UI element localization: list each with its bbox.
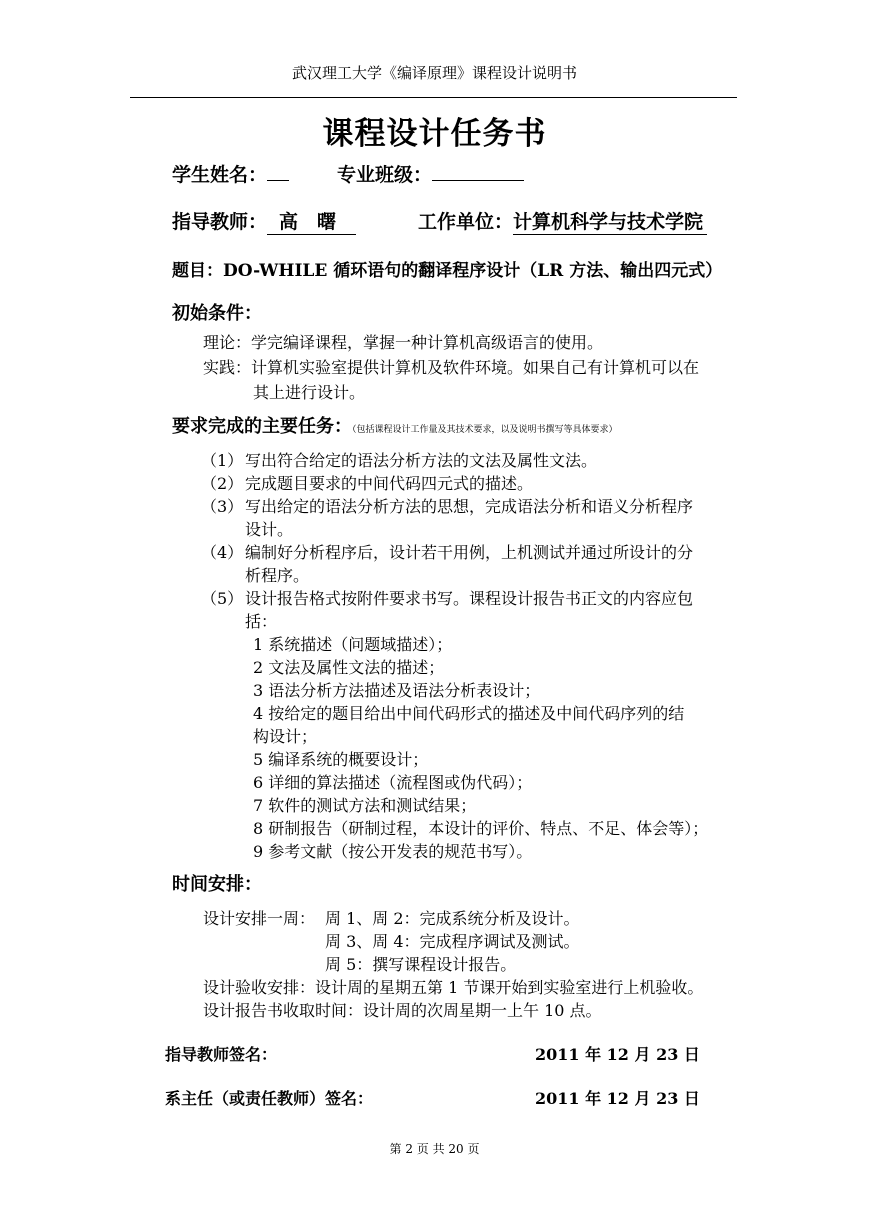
student-name-blank [267, 162, 289, 181]
advisor-signature-date: 2011 年 12 月 23 日 [535, 1045, 700, 1064]
initial-heading: 初始条件： [172, 303, 262, 324]
advisor-name: 高 曙 [267, 207, 356, 235]
class-blank [432, 162, 524, 181]
initial-line-practice-cont: 其上进行设计。 [253, 383, 366, 402]
sub-item-7: 7 软件的测试方法和测试结果； [253, 796, 477, 815]
page-footer: 第 2 页 共 20 页 [389, 1142, 480, 1156]
schedule-acceptance: 设计验收安排：设计周的星期五第 1 节课开始到实验室进行上机验收。 [203, 978, 704, 997]
advisor-signature-label: 指导教师签名： [165, 1045, 278, 1064]
sub-item-3: 3 语法分析方法描述及语法分析表设计； [253, 681, 541, 700]
schedule-week-line-1: 周 1、周 2：完成系统分析及设计。 [325, 909, 580, 928]
task-4-line-1: 编制好分析程序后，设计若干用例，上机测试并通过所设计的分 [245, 543, 694, 562]
task-3-line-1: 写出给定的语法分析方法的思想，完成语法分析和语义分析程序 [245, 497, 694, 516]
page-title: 课程设计任务书 [322, 116, 547, 152]
schedule-week-line-3: 周 5：撰写课程设计报告。 [325, 955, 517, 974]
initial-line-practice: 实践：计算机实验室提供计算机及软件环境。如果自己有计算机可以在 [203, 358, 700, 377]
running-header: 武汉理工大学《编译原理》课程设计说明书 [291, 64, 577, 82]
sub-item-6: 6 详细的算法描述（流程图或伪代码）； [253, 773, 533, 792]
sub-item-4: 4 按给定的题目给出中间代码形式的描述及中间代码序列的结 [253, 704, 685, 723]
schedule-week-line-2: 周 3、周 4：完成程序调试及测试。 [325, 932, 580, 951]
sub-item-1: 1 系统描述（问题域描述）； [253, 635, 453, 654]
task-4-num: （4） [201, 543, 244, 562]
sub-item-2: 2 文法及属性文法的描述； [253, 658, 445, 677]
sub-item-5: 5 编译系统的概要设计； [253, 750, 429, 769]
advisor-row [172, 207, 356, 235]
director-signature-label: 系主任（或责任教师）签名： [165, 1089, 374, 1108]
student-name-label: 学生姓名： [172, 164, 268, 186]
task-5-line-1: 设计报告格式按附件要求书写。课程设计报告书正文的内容应包 [245, 589, 694, 608]
advisor-label: 指导教师： [172, 211, 268, 233]
unit-name: 计算机科学与技术学院 [513, 207, 707, 235]
sub-item-8: 8 研制报告（研制过程，本设计的评价、特点、不足、体会等）； [253, 819, 709, 838]
task-5-line-2: 括： [245, 612, 278, 631]
task-2-line-1: 完成题目要求的中间代码四元式的描述。 [245, 474, 534, 493]
class-row [337, 160, 524, 187]
header-rule [130, 97, 737, 98]
task-1-num: （1） [201, 451, 244, 470]
initial-line-theory: 理论：学完编译课程，掌握一种计算机高级语言的使用。 [203, 333, 604, 352]
class-label: 专业班级： [337, 164, 433, 186]
tasks-heading: 要求完成的主要任务： [172, 416, 352, 437]
topic-text: DO-WHILE 循环语句的翻译程序设计（LR 方法、输出四元式） [223, 261, 723, 281]
topic-row [172, 256, 722, 281]
unit-label: 工作单位： [418, 211, 514, 233]
task-3-num: （3） [201, 497, 244, 516]
tasks-heading-row [172, 412, 618, 438]
sub-item-4-cont: 构设计； [253, 727, 318, 746]
director-signature-date: 2011 年 12 月 23 日 [535, 1089, 700, 1108]
schedule-week-label: 设计安排一周： [203, 909, 316, 928]
tasks-note: （包括课程设计工作量及其技术要求，以及说明书撰写等具体要求） [352, 425, 618, 435]
task-3-line-2: 设计。 [245, 520, 294, 539]
task-4-line-2: 析程序。 [245, 566, 310, 585]
task-1-line-1: 写出符合给定的语法分析方法的文法及属性文法。 [245, 451, 598, 470]
unit-row [418, 207, 707, 235]
task-5-num: （5） [201, 589, 244, 608]
student-name-row [172, 160, 289, 187]
schedule-collection: 设计报告书收取时间：设计周的次周星期一上午 10 点。 [203, 1001, 602, 1020]
schedule-heading: 时间安排： [172, 874, 262, 895]
topic-label: 题目： [172, 261, 223, 281]
sub-item-9: 9 参考文献（按公开发表的规范书写）。 [253, 842, 533, 861]
task-2-num: （2） [201, 474, 244, 493]
